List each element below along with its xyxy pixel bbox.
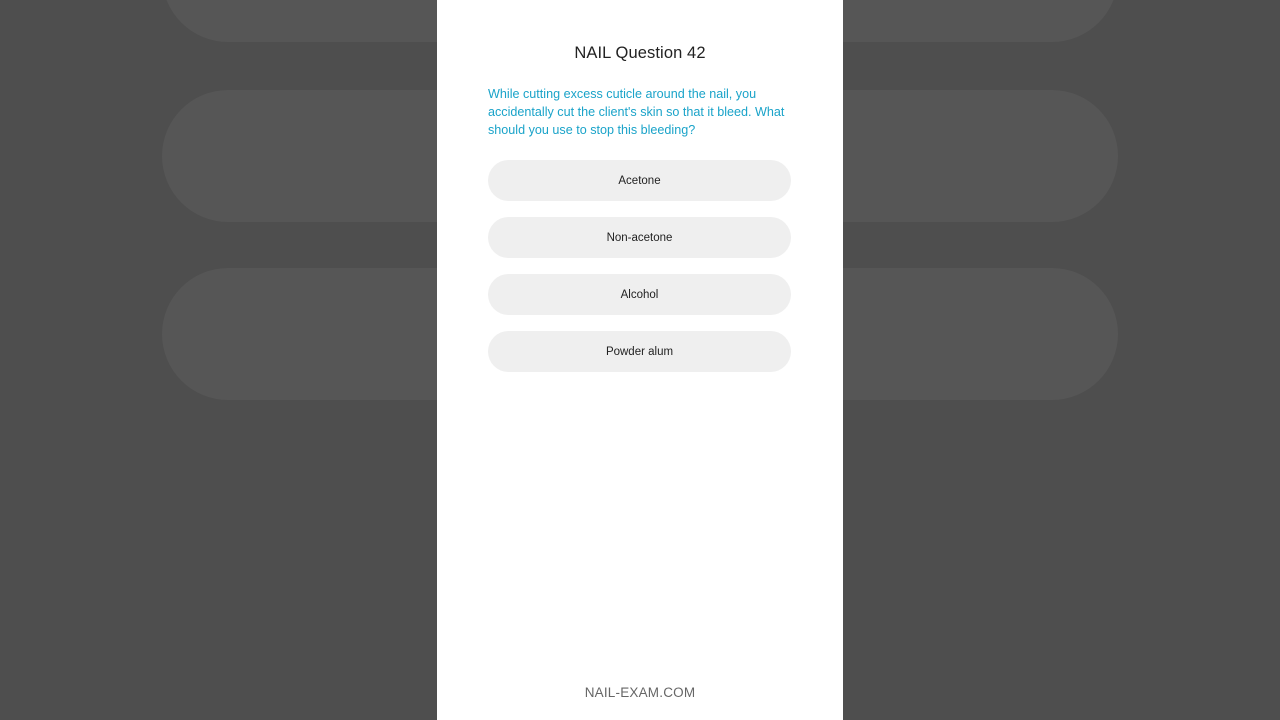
answer-option-label: Powder alum	[605, 345, 674, 358]
answer-option-powder-alum[interactable]	[488, 331, 791, 372]
answer-option-label: Alcohol	[620, 288, 659, 301]
answer-option-label: Acetone	[618, 174, 661, 187]
answer-option-label: Non-acetone	[606, 231, 673, 244]
answer-option-alcohol[interactable]	[488, 274, 791, 315]
answer-options	[488, 160, 791, 388]
answer-option-non-acetone[interactable]	[488, 217, 791, 258]
page-title: NAIL Question 42	[574, 44, 706, 62]
question-text: While cutting excess cuticle around the nail, you accidentally cut the client's skin so that it bleed. What should you use to stop this bleeding?	[488, 87, 785, 137]
answer-option-acetone[interactable]	[488, 160, 791, 201]
site-footer: NAIL-EXAM.COM	[584, 685, 696, 700]
quiz-panel	[437, 0, 843, 720]
